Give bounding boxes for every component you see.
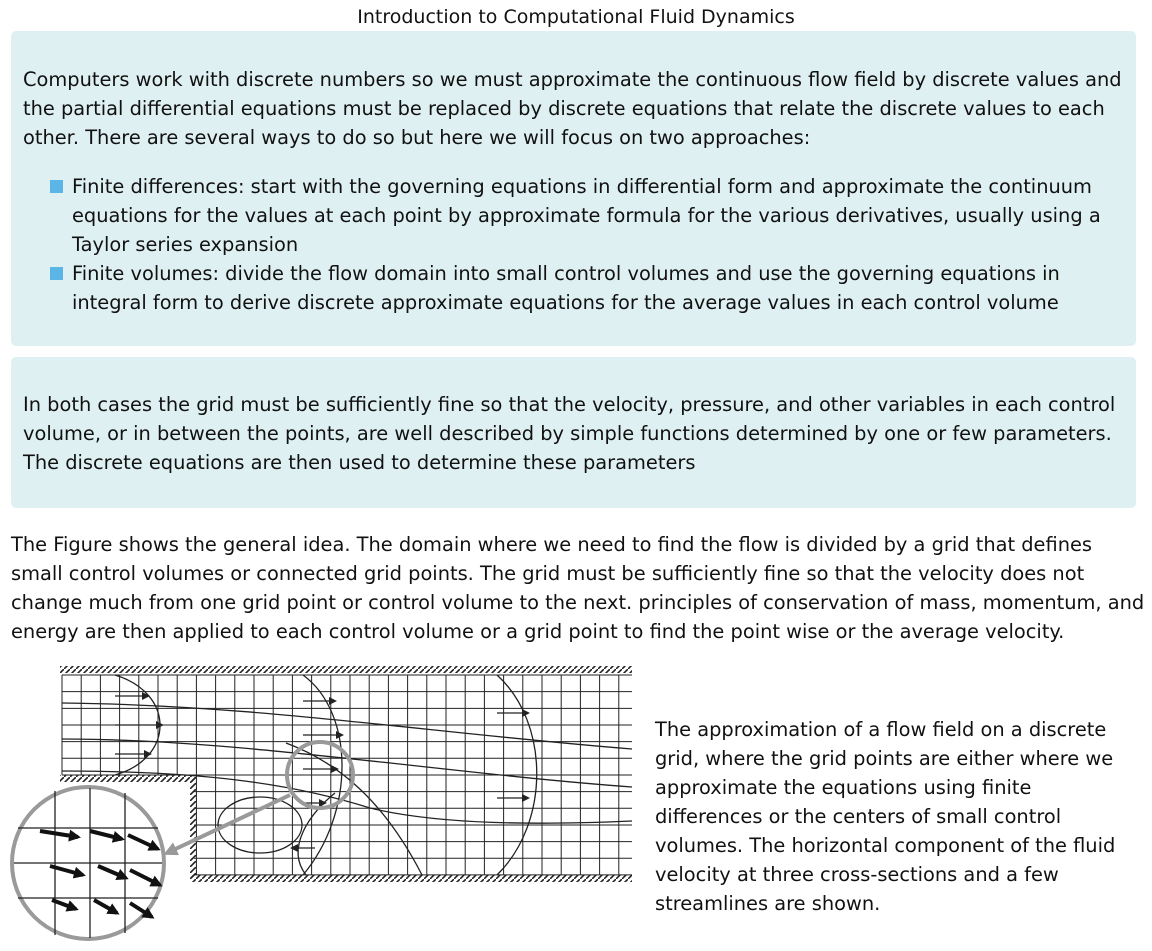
- figure-caption: The approximation of a flow field on a discrete grid, where the grid points are either where we approximate the equations using finite differences or the centers of small control volumes. The horizontal component of the fluid velocity at three cross-sections and a few streamlines are shown.: [655, 718, 1116, 915]
- bottom-wall: [190, 875, 632, 882]
- approaches-list: [23, 172, 1124, 317]
- list-item-finite-differences: [72, 172, 1124, 259]
- flow-grid-figure: [10, 663, 640, 943]
- square-bullet-icon: [50, 180, 63, 193]
- list-item-finite-volumes: [72, 259, 1124, 317]
- intro-paragraph: Computers work with discrete numbers so we must approximate the continuous flow field by discrete values and the partial differential equations must be replaced by discrete equations that relate the discrete values to each other. There are several ways to do so but here we will focus on two approaches:: [23, 68, 1122, 149]
- page-title: Introduction to Computational Fluid Dynamics: [357, 6, 795, 28]
- grid-note-paragraph: In both cases the grid must be sufficiently fine so that the velocity, pressure, and other variables in each control volume, or in between the points, are well described by simple functions determined by one or few parameters. The discrete equations are then used to determine these parameters: [23, 393, 1116, 474]
- top-wall: [60, 666, 632, 673]
- square-bullet-icon: [50, 267, 63, 280]
- step-wall-horizontal: [60, 775, 196, 782]
- approaches-panel: [11, 31, 1136, 346]
- figure-description-paragraph: The Figure shows the general idea. The domain where we need to find the flow is divided by a grid that defines small control volumes or connected grid points. The grid must be sufficiently fine so that the velocity does not change much from one grid point or control volume to the next. principles of conservation of mass, momentum, and energy are then applied to each control volume or a grid point to find the point wise or the average velocity.: [11, 533, 1145, 643]
- bullet-text: Finite volumes: divide the flow domain into small control volumes and use the governing equations in integral form to derive discrete approximate equations for the average values in each control volume: [72, 262, 1060, 314]
- bullet-text: Finite differences: start with the governing equations in differential form and approximate the continuum equations for the values at each point by approximate formula for the various derivatives, usually using a Taylor series expansion: [72, 175, 1101, 256]
- flow-grid-illustration: [10, 663, 640, 943]
- grid-note-panel: [11, 357, 1136, 508]
- streamline: [286, 743, 422, 875]
